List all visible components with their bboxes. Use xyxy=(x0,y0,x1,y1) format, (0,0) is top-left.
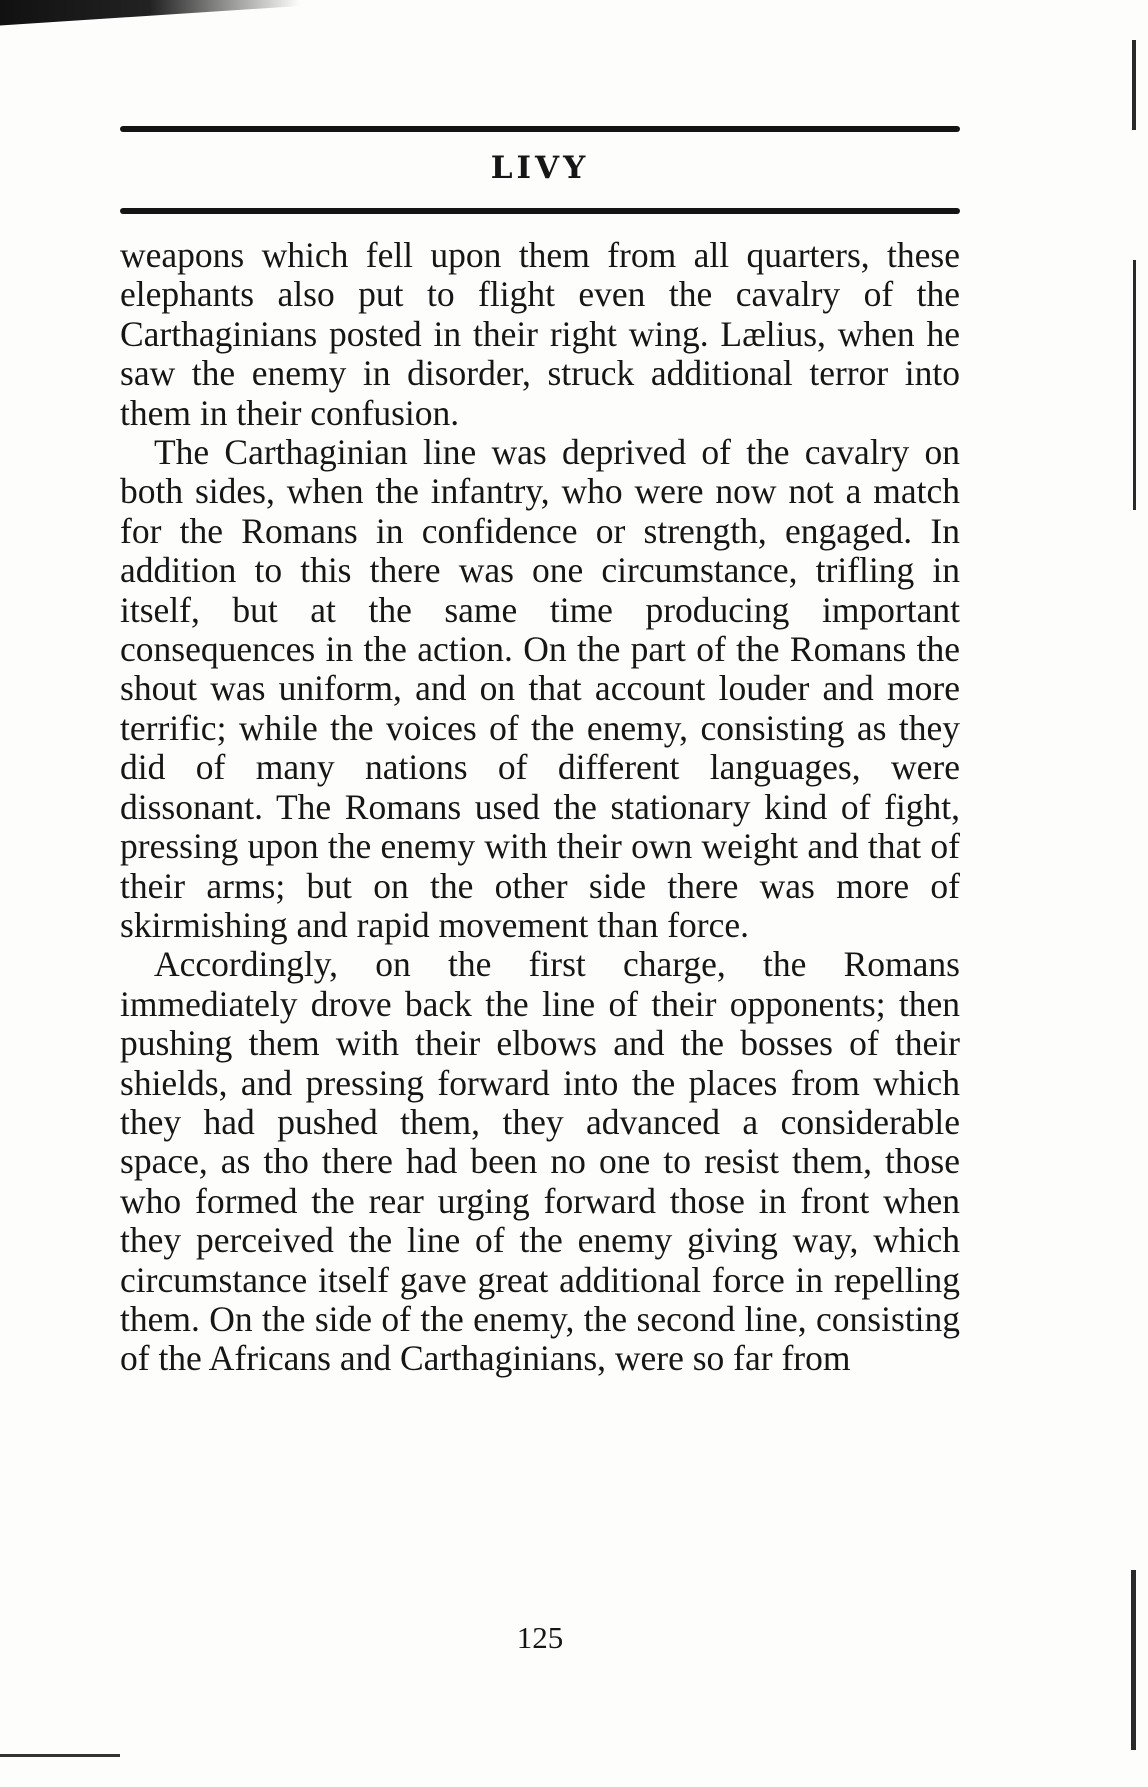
paragraph-carthaginian-line: The Carthaginian line was deprived of the cavalry on both sides, when the infantry, who were now not a match for the Romans in confidence or strength, engaged. In addition to this there was one circumstance, trifling in itself, but at the same time producing important consequences in the action. On the part of the Romans the shout was uniform, and on that account louder and more terrific; while the voices of the enemy, consisting as they did of many nations of different languages, were dissonant. The Romans used the stationary kind of fight, pressing upon the enemy with their own weight and that of their arms; but on the other side there was more of skirmishing and rapid movement than force. xyxy=(120,432,960,945)
page-number: 125 xyxy=(516,1620,564,1655)
paragraph-continuation: weapons which fell upon them from all quarters, these elephants also put to flight even the cavalry of the Carthaginians posted in their right wing. Lælius, when he saw the enemy in disorder, struck additional terror into them in their confusion. xyxy=(120,235,960,433)
header-rule-bottom xyxy=(120,208,960,214)
scan-edge-shadow-bottom xyxy=(0,1754,120,1757)
scan-edge-shadow-right-middle xyxy=(1133,260,1136,510)
scan-edge-shadow-right-upper xyxy=(1132,40,1136,130)
running-head: LIVY xyxy=(490,150,590,186)
paragraph-first-charge: Accordingly, on the first charge, the Romans immediately drove back the line of their opponents; then pushing them with their elbows and the bosses of their shields, and pressing forward into the places from which they had pushed them, they advanced a considerable space, as tho there had been no one to resist them, those who formed the rear urging forward those in front when they perceived the line of the enemy giving way, which circumstance itself gave great additional force in repelling them. On the side of the enemy, the second line, consisting of the Africans and Carthaginians, were so far from xyxy=(120,944,960,1379)
scan-edge-shadow-top xyxy=(0,0,300,30)
scan-edge-shadow-right-lower xyxy=(1131,1570,1136,1750)
body-text xyxy=(120,236,960,1379)
header-rule-top xyxy=(120,126,960,132)
